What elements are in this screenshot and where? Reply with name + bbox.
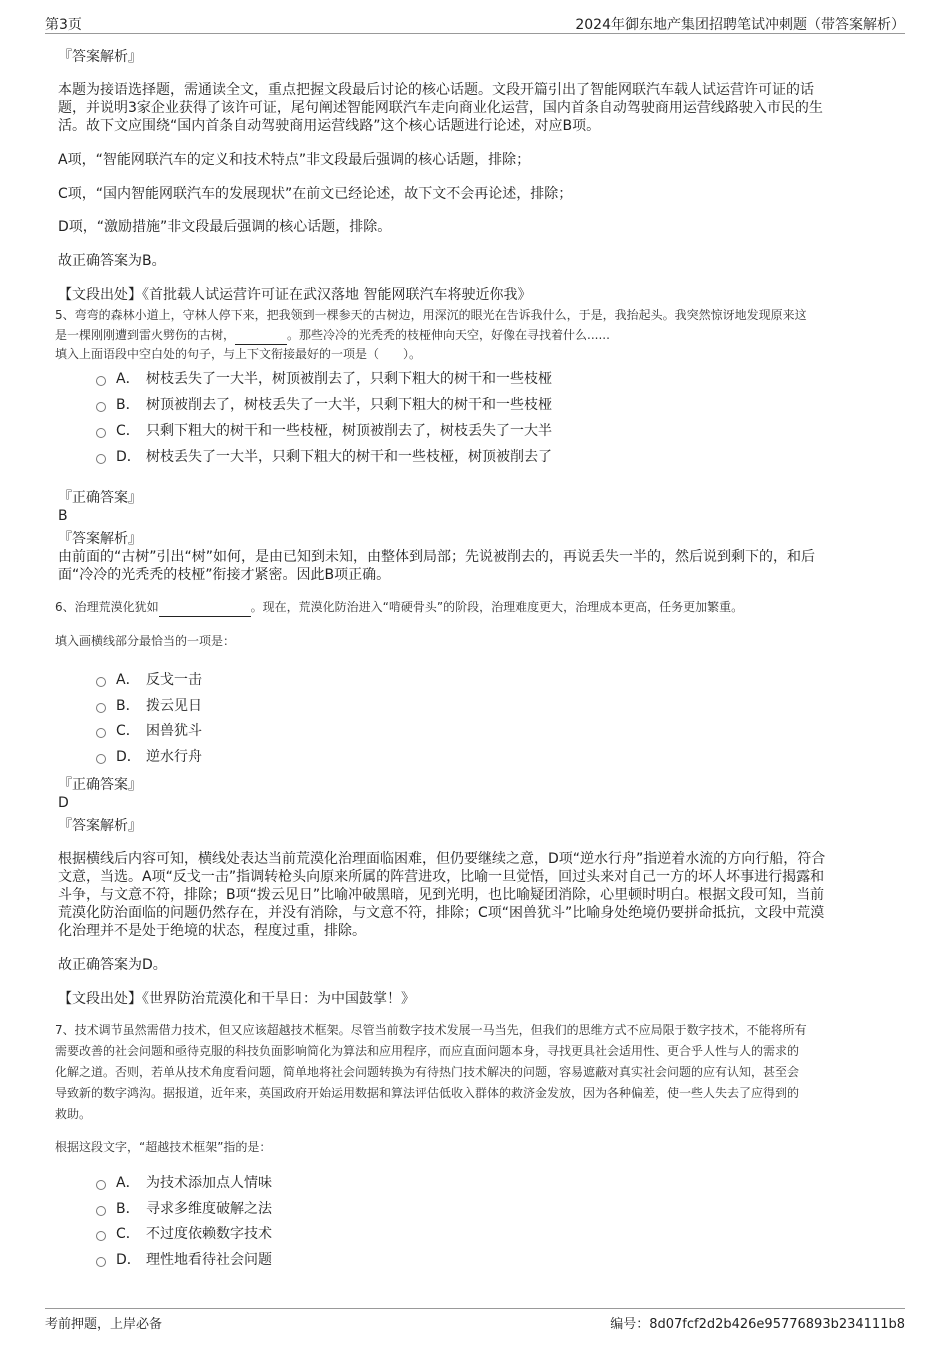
q6-option-a[interactable] <box>96 671 202 689</box>
footer-slogan: 考前押题，上岸必备 <box>45 1317 163 1332</box>
q7-option-b[interactable] <box>96 1200 272 1218</box>
page-number: 第3页 <box>45 17 82 33</box>
radio-icon[interactable] <box>96 728 106 738</box>
q5-prompt: 填入上面语段中空白处的句子，与上下文衔接最好的一项是（ ）。 <box>55 347 422 361</box>
footer-divider <box>45 1308 905 1309</box>
radio-icon[interactable] <box>96 428 106 438</box>
radio-icon[interactable] <box>96 376 106 386</box>
option-text: 树枝丢失了一大半，只剩下粗大的树干和一些枝桠，树顶被削去了 <box>146 449 552 465</box>
q5-option-d[interactable] <box>96 448 552 466</box>
radio-icon[interactable] <box>96 703 106 713</box>
option-text: 树枝丢失了一大半，树顶被削去了，只剩下粗大的树干和一些枝桠 <box>146 371 552 387</box>
radio-icon[interactable] <box>96 754 106 764</box>
option-letter: B． <box>116 1201 140 1217</box>
q4-option-d-note: D项，“激励措施”非文段最后强调的核心话题，排除。 <box>58 219 392 235</box>
q5-analysis-label: 『答案解析』 <box>58 531 142 547</box>
option-text: 拨云见日 <box>146 698 202 714</box>
q5-stem-line-2 <box>55 326 900 345</box>
q5-stem-part-b: 。那些冷冷的光秃秃的枝桠伸向天空，好像在寻找着什么...... <box>287 328 610 342</box>
q6-option-d[interactable] <box>96 748 202 766</box>
q6-analysis-line-3: 斗争，与文意不符，排除；B项“拨云见日”比喻冲破黑暗，见到光明，也比喻疑团消除，心里顿时明白。根据文段可知，当前 <box>58 887 825 903</box>
q6-answer-label: 『正确答案』 <box>58 777 142 793</box>
q7-stem-line-4: 导致新的数字鸿沟。据报道，近年来，英国政府开始运用数据和算法评估低收入群体的救济金发放，因为各种偏差，使一些人失去了应得到的 <box>55 1086 800 1100</box>
option-text: 困兽犹斗 <box>146 723 202 739</box>
q7-option-a[interactable] <box>96 1174 272 1192</box>
footer-document-code: 编号：8d07fcf2d2b426e95776893b234111b8 <box>610 1317 905 1332</box>
q4-source: 【文段出处】《首批载人试运营许可证在武汉落地 智能网联汽车将驶近你我》 <box>58 287 532 303</box>
q7-stem-line-1: 7、技术调节虽然需借力技术，但又应该超越技术框架。尽管当前数字技术发展一马当先，但我们的思维方式不应局限于数字技术，不能将所有 <box>55 1023 807 1037</box>
q7-stem-line-5: 救助。 <box>55 1107 92 1121</box>
q7-stem-line-2: 需要改善的社会问题和亟待克服的科技负面影响简化为算法和应用程序，而应直面问题本身，寻找更具社会适用性、更合乎人性与人的需求的 <box>55 1044 800 1058</box>
header-divider <box>45 33 905 34</box>
q5-stem-part-a: 是一棵刚刚遭到雷火劈伤的古树， <box>55 328 236 342</box>
q6-source: 【文段出处】《世界防治荒漠化和干旱日：为中国鼓掌！》 <box>58 991 415 1007</box>
q4-conclusion: 故正确答案为B。 <box>58 253 166 269</box>
q6-answer: D <box>58 795 69 811</box>
radio-icon[interactable] <box>96 677 106 687</box>
q7-prompt: 根据这段文字，“超越技术框架”指的是： <box>55 1140 272 1154</box>
q6-conclusion: 故正确答案为D。 <box>58 957 167 973</box>
q4-option-c-note: C项，“国内智能网联汽车的发展现状”在前文已经论述，故下文不会再论述，排除； <box>58 186 573 202</box>
q5-fill-blank <box>235 330 287 345</box>
radio-icon[interactable] <box>96 1257 106 1267</box>
q6-stem-part-b: 。现在，荒漠化防治进入“啃硬骨头”的阶段，治理难度更大，治理成本更高，任务更加繁重。 <box>250 600 744 614</box>
q6-analysis-label: 『答案解析』 <box>58 818 142 834</box>
q5-option-a[interactable] <box>96 370 552 388</box>
q6-analysis-line-1: 根据横线后内容可知，横线处表达当前荒漠化治理面临困难，但仍要继续之意，D项“逆水行舟”指逆着水流的方向行船，符合 <box>58 851 826 867</box>
q4-analysis-line-3: 活。故下文应围绕“国内首条自动驾驶商用运营线路”这个核心话题进行论述，对应B项。 <box>58 118 601 134</box>
document-title: 2024年御东地产集团招聘笔试冲刺题（带答案解析） <box>575 17 905 33</box>
q5-answer-label: 『正确答案』 <box>58 490 142 506</box>
q7-stem-line-3: 化解之道。否则，若单从技术角度看问题，简单地将社会问题转换为有待热门技术解决的问题，容易遮蔽对真实社会问题的应有认知，甚至会 <box>55 1065 800 1079</box>
q6-analysis-line-5: 化治理并不是处于绝境的状态，程度过重，排除。 <box>58 923 366 939</box>
q4-analysis-label: 『答案解析』 <box>58 49 142 65</box>
radio-icon[interactable] <box>96 402 106 412</box>
q6-stem <box>55 598 900 617</box>
q6-fill-blank <box>159 602 251 617</box>
radio-icon[interactable] <box>96 454 106 464</box>
q6-option-b[interactable] <box>96 697 202 715</box>
q7-option-d[interactable] <box>96 1251 272 1269</box>
option-letter: C． <box>116 723 140 739</box>
q4-option-a-note: A项，“智能网联汽车的定义和技术特点”非文段最后强调的核心话题，排除； <box>58 152 531 168</box>
option-letter: C． <box>116 1226 140 1242</box>
option-letter: C． <box>116 423 140 439</box>
option-letter: A． <box>116 371 140 387</box>
q4-analysis-line-1: 本题为接语选择题，需通读全文，重点把握文段最后讨论的核心话题。文段开篇引出了智能网联汽车载人试运营许可证的话 <box>58 82 814 98</box>
option-letter: D． <box>116 1252 141 1268</box>
q7-option-c[interactable] <box>96 1225 272 1243</box>
option-text: 逆水行舟 <box>146 749 202 765</box>
option-text: 反戈一击 <box>146 672 202 688</box>
option-text: 不过度依赖数字技术 <box>146 1226 272 1242</box>
option-letter: B． <box>116 698 140 714</box>
option-letter: A． <box>116 672 140 688</box>
q4-analysis-line-2: 题，并说明3家企业获得了该许可证，尾句阐述智能网联汽车走向商业化运营，国内首条自动驾驶商用运营线路驶入市民的生 <box>58 100 823 116</box>
radio-icon[interactable] <box>96 1180 106 1190</box>
q6-analysis-line-4: 荒漠化防治面临的问题仍然存在，并没有消除，与文意不符，排除；C项“困兽犹斗”比喻身处绝境仍要拼命抵抗，文段中荒漠 <box>58 905 825 921</box>
option-letter: B． <box>116 397 140 413</box>
q5-analysis-line-1: 由前面的“古树”引出“树”如何，是由已知到未知，由整体到局部；先说被削去的，再说丢失一半的，然后说到剩下的，和后 <box>58 549 816 565</box>
q5-stem-line-1: 5、弯弯的森林小道上，守林人停下来，把我领到一棵参天的古树边，用深沉的眼光在告诉我什么，于是，我抬起头。我突然惊讶地发现原来这 <box>55 308 807 322</box>
q6-analysis-line-2: 文意，当选。A项“反戈一击”指调转枪头向原来所属的阵营进攻，比喻一旦觉悟，回过头来对自己一方的坏人坏事进行揭露和 <box>58 869 825 885</box>
q6-prompt: 填入画横线部分最恰当的一项是： <box>55 634 236 648</box>
q5-answer: B <box>58 508 68 524</box>
option-text: 树顶被削去了，树枝丢失了一大半，只剩下粗大的树干和一些枝桠 <box>146 397 552 413</box>
option-text: 理性地看待社会问题 <box>146 1252 272 1268</box>
option-text: 只剩下粗大的树干和一些枝桠，树顶被削去了，树枝丢失了一大半 <box>146 423 552 439</box>
q5-option-b[interactable] <box>96 396 552 414</box>
option-letter: A． <box>116 1175 140 1191</box>
q6-stem-part-a: 6、治理荒漠化犹如 <box>55 600 159 614</box>
radio-icon[interactable] <box>96 1231 106 1241</box>
radio-icon[interactable] <box>96 1206 106 1216</box>
q5-option-c[interactable] <box>96 422 552 440</box>
option-letter: D． <box>116 749 141 765</box>
q5-analysis-line-2: 面“冷冷的光秃秃的枝桠”衔接才紧密。因此B项正确。 <box>58 567 391 583</box>
option-text: 为技术添加点人情味 <box>146 1175 272 1191</box>
q6-option-c[interactable] <box>96 722 202 740</box>
option-text: 寻求多维度破解之法 <box>146 1201 272 1217</box>
option-letter: D． <box>116 449 141 465</box>
